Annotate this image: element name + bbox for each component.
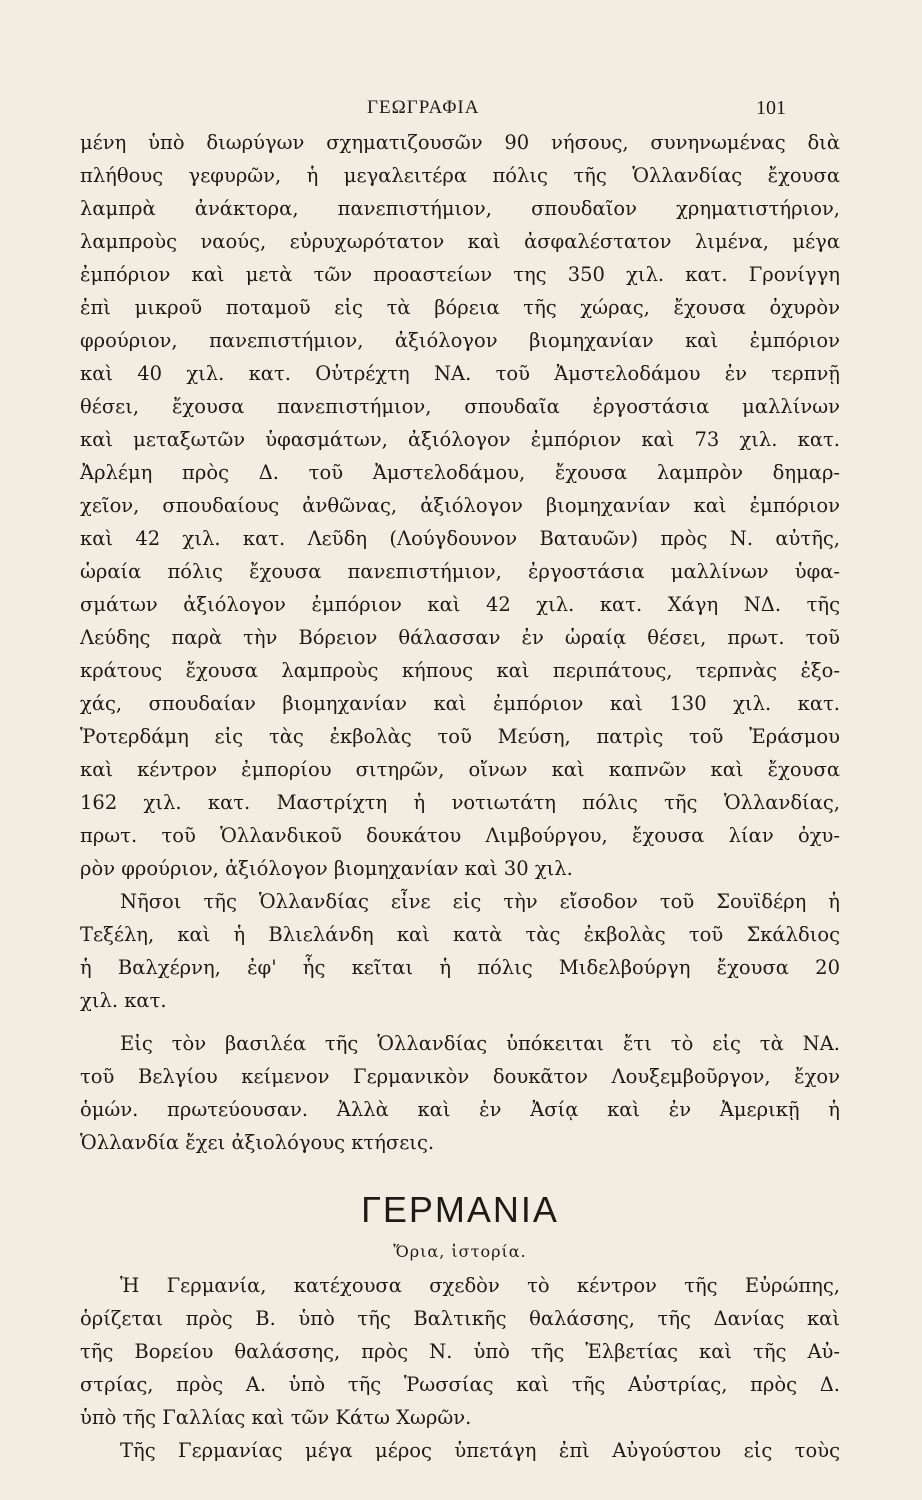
text-line: πλήθους γεφυρῶν, ἡ μεγαλειτέρα πόλις τῆς Ὁλλανδίας ἔχουσα bbox=[80, 164, 840, 187]
text-line: σμάτων ἀξιόλογον ἐμπόριον καὶ 42 χιλ. κατ. Χάγη ΝΔ. τῆς bbox=[80, 593, 840, 616]
text-line: Τεξέλη, καὶ ἡ Βλιελάνδη καὶ κατὰ τὰς ἐκβολὰς τοῦ Σκάλδιος bbox=[80, 923, 840, 946]
text-line: ὑπὸ τῆς Γαλλίας καὶ τῶν Κάτω Χωρῶν. bbox=[80, 1406, 472, 1429]
text-line: χάς, σπουδαίαν βιομηχανίαν καὶ ἐμπόριον καὶ 130 χιλ. κατ. bbox=[80, 692, 840, 715]
text-line: Νῆσοι τῆς Ὁλλανδίας εἶνε εἰς τὴν εἴσοδον τοῦ Σουϊδέρη ἡ bbox=[120, 890, 840, 913]
text-line: Τῆς Γερμανίας μέγα μέρος ὑπετάγη ἐπὶ Αὐγούστου εἰς τοὺς bbox=[120, 1439, 840, 1462]
paragraph-holland-islands bbox=[80, 885, 840, 1017]
running-header bbox=[0, 97, 922, 127]
text-line: τῆς Βορείου θαλάσσης, πρὸς Ν. ὑπὸ τῆς Ἑλβετίας καὶ τῆς Αὐ- bbox=[80, 1340, 840, 1363]
text-line: ρὸν φρούριον, ἀξιόλογον βιομηχανίαν καὶ 30 χιλ. bbox=[80, 857, 573, 880]
text-line: φρούριον, πανεπιστήμιον, ἀξιόλογον βιομηχανίαν καὶ ἐμπόριον bbox=[80, 329, 840, 352]
text-line: καὶ κέντρον ἐμπορίου σιτηρῶν, οἴνων καὶ καπνῶν καὶ ἔχουσα bbox=[80, 758, 840, 781]
text-line: Εἰς τὸν βασιλέα τῆς Ὁλλανδίας ὑπόκειται ἔτι τὸ εἰς τὰ ΝΑ. bbox=[120, 1032, 840, 1055]
text-line: κράτους ἔχουσα λαμπροὺς κήπους καὶ περιπάτους, τερπνὰς ἐξο- bbox=[80, 659, 840, 682]
body-text bbox=[80, 126, 840, 1467]
paragraph-holland-cities bbox=[80, 126, 840, 885]
text-line: χιλ. κατ. bbox=[80, 989, 167, 1012]
text-line: πρωτ. τοῦ Ὁλλανδικοῦ δουκάτου Λιμβούργου, ἔχουσα λίαν ὀχυ- bbox=[80, 824, 840, 847]
text-line: Ἀρλέμη πρὸς Δ. τοῦ Ἀμστελοδάμου, ἔχουσα λαμπρὸν δημαρ- bbox=[80, 461, 840, 484]
text-line: θέσει, ἔχουσα πανεπιστήμιον, σπουδαῖα ἐργοστάσια μαλλίνων bbox=[80, 395, 840, 418]
text-line: μένη ὑπὸ διωρύγων σχηματιζουσῶν 90 νήσους, συνηνωμένας διὰ bbox=[80, 131, 840, 154]
text-line: ὁρίζεται πρὸς Β. ὑπὸ τῆς Βαλτικῆς θαλάσσης, τῆς Δανίας καὶ bbox=[80, 1307, 840, 1330]
paragraph-holland-possessions bbox=[80, 1027, 840, 1159]
text-line: ἐπὶ μικροῦ ποταμοῦ εἰς τὰ βόρεια τῆς χώρας, ἔχουσα ὀχυρὸν bbox=[80, 296, 840, 319]
paragraph-germany-history bbox=[80, 1434, 840, 1467]
section-subtitle: Ὅρια, ἱστορία. bbox=[393, 1242, 527, 1261]
text-line: καὶ 40 χιλ. κατ. Οὐτρέχτη ΝΑ. τοῦ Ἀμστελοδάμου ἐν τερπνῇ bbox=[80, 362, 840, 385]
text-line: ἐμπόριον καὶ μετὰ τῶν προαστείων της 350 χιλ. κατ. Γρονίγγη bbox=[80, 263, 840, 286]
text-line: Ὁλλανδία ἔχει ἀξιολόγους κτήσεις. bbox=[80, 1131, 435, 1154]
page-number: 101 bbox=[756, 97, 786, 119]
text-line: ἡ Βαλχέρνη, ἐφ' ἧς κεῖται ἡ πόλις Μιδελβούργη ἔχουσα 20 bbox=[80, 956, 840, 979]
text-line: ὁμών. πρωτεύουσαν. Ἀλλὰ καὶ ἐν Ἀσίᾳ καὶ ἐν Ἀμερικῇ ἡ bbox=[80, 1098, 840, 1121]
text-line: τοῦ Βελγίου κείμενον Γερμανικὸν δουκᾶτον Λουξεμβοῦργον, ἔχον bbox=[80, 1065, 840, 1088]
text-line: στρίας, πρὸς Α. ὑπὸ τῆς Ῥωσσίας καὶ τῆς Αὐστρίας, πρὸς Δ. bbox=[80, 1373, 840, 1396]
text-line: καὶ μεταξωτῶν ὑφασμάτων, ἀξιόλογον ἐμπόριον καὶ 73 χιλ. κατ. bbox=[80, 428, 840, 451]
text-line: Ῥοτερδάμη εἰς τὰς ἐκβολὰς τοῦ Μεύση, πατρὶς τοῦ Ἐράσμου bbox=[80, 725, 840, 748]
text-line: λαμπρὰ ἀνάκτορα, πανεπιστήμιον, σπουδαῖον χρηματιστήριον, bbox=[80, 197, 840, 220]
text-line: λαμπροὺς ναούς, εὐρυχωρότατον καὶ ἀσφαλέστατον λιμένα, μέγα bbox=[80, 230, 840, 253]
text-line: ὡραία πόλις ἔχουσα πανεπιστήμιον, ἐργοστάσια μαλλίνων ὑφα- bbox=[80, 560, 840, 583]
text-line: χεῖον, σπουδαίους ἀνθῶνας, ἀξιόλογον βιομηχανίαν καὶ ἐμπόριον bbox=[80, 494, 840, 517]
paragraph-germany-borders bbox=[80, 1269, 840, 1434]
running-title: ΓΕΩΓΡΑΦΙΑ bbox=[367, 97, 480, 118]
text-line: Λεύδης παρὰ τὴν Βόρειον θάλασσαν ἐν ὡραίᾳ θέσει, πρωτ. τοῦ bbox=[80, 626, 840, 649]
text-line: Ἡ Γερμανία, κατέχουσα σχεδὸν τὸ κέντρον τῆς Εὐρώπης, bbox=[120, 1274, 840, 1297]
text-line: καὶ 42 χιλ. κατ. Λεῦδη (Λούγδουνον Βαταυῶν) πρὸς Ν. αὐτῆς, bbox=[80, 527, 840, 550]
section-title: ΓΕΡΜΑΝΙΑ bbox=[361, 1189, 559, 1230]
text-line: 162 χιλ. κατ. Μαστρίχτη ἡ νοτιωτάτη πόλις τῆς Ὁλλανδίας, bbox=[80, 791, 840, 814]
